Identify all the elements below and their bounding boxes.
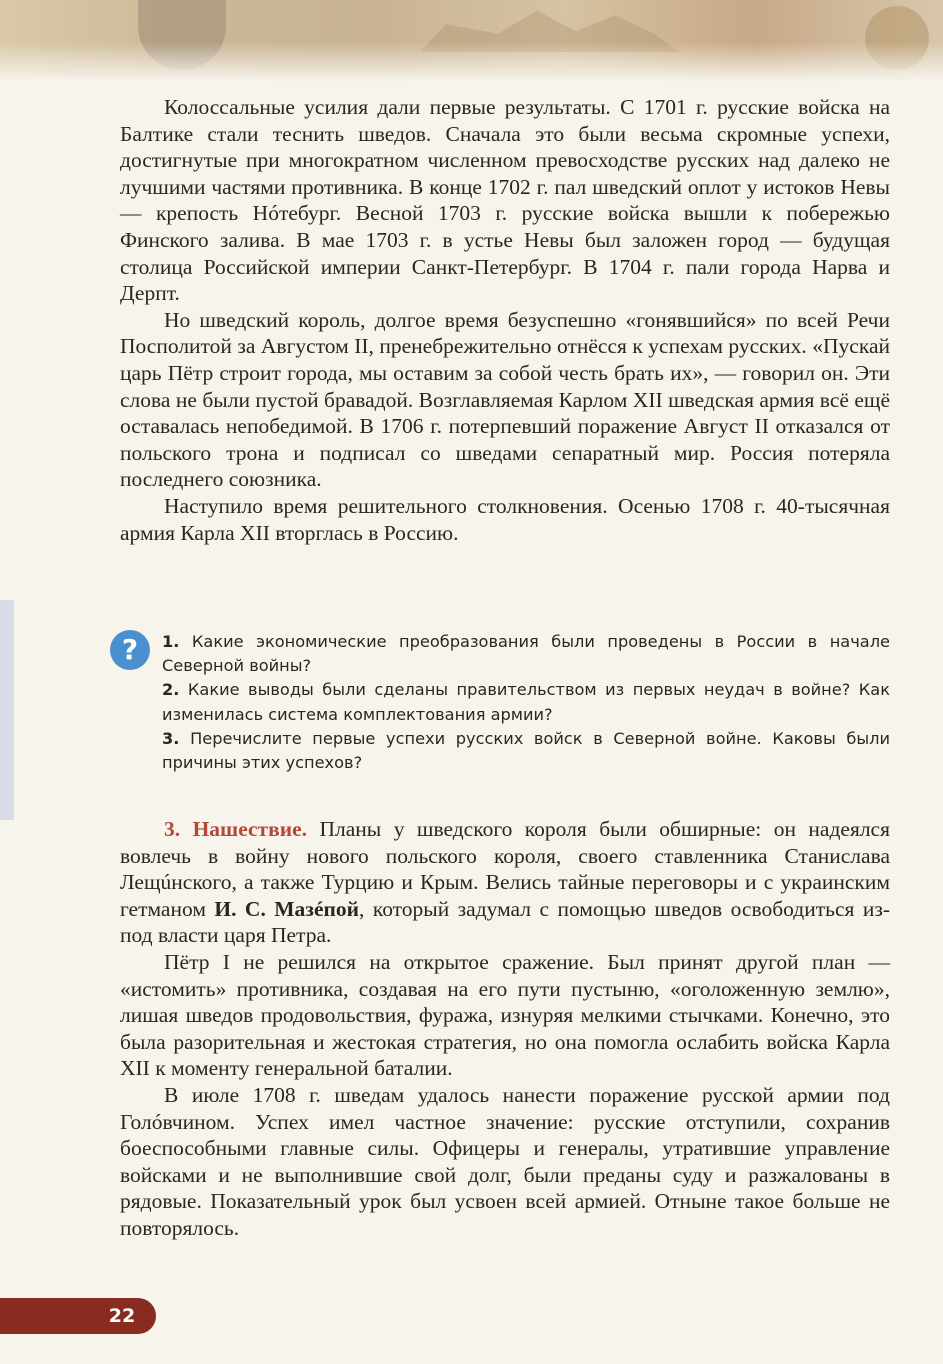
highlighted-name: И. С. Мазéпой bbox=[214, 896, 360, 921]
section-invasion bbox=[120, 816, 890, 1242]
page-number: 22 bbox=[108, 1305, 136, 1327]
paragraph: Пётр I не решился на открытое сражение. Был принят другой план — «истомить» противника, создавая на его пути пустыню, «оголоженную землю», лишая шведов продовольствия, фуража, изнуряя мелкими стычками. Конечно, это была разорительная и жестокая стратегия, но она помогла ослабить войска Карла XII к моменту генеральной баталии. bbox=[120, 949, 890, 1081]
question-item bbox=[162, 678, 890, 726]
question-text: Перечислите первые успехи русских войск в Северной войне. Каковы были причины этих успехов? bbox=[162, 728, 890, 773]
question-number: 3. bbox=[162, 728, 180, 748]
paragraph: Наступило время решительного столкновения. Осенью 1708 г. 40-тысячная армия Карла XII вторглась в Россию. bbox=[120, 493, 890, 545]
paragraph: Но шведский король, долгое время безуспешно «гонявшийся» по всей Речи Посполитой за Августом II, пренебрежительно отнёсся к успехам русских. «Пускай царь Пётр строит города, мы оставим за собой честь брать их», — говорил он. Эти слова не были пустой бравадой. Возглавляемая Карлом XII шведская армия всё ещё оставалась непобедимой. В 1706 г. потерпевший поражение Август II отказался от польского трона и подписал со шведами сепаратный мир. Россия потеряла последнего союзника. bbox=[120, 307, 890, 492]
header-illustration bbox=[0, 0, 943, 82]
question-item bbox=[162, 727, 890, 775]
question-text: Какие экономические преобразования были проведены в России в начале Северной войны? bbox=[162, 632, 890, 676]
main-text-top bbox=[120, 94, 890, 546]
paragraph: В июле 1708 г. шведам удалось нанести поражение русской армии под Голóвчином. Успех имел частное значение: русские отступили, сохранив боеспособными главные силы. Офицеры и генералы, утратившие управление войсками и не выполнившие свой долг, были преданы суду и разжалованы в рядовые. Показательный урок был усвоен всей армией. Отныне такое больше не повторялось. bbox=[120, 1082, 890, 1240]
paragraph-text: , который задумал с помощью шведов освободиться из-под власти царя Петра. bbox=[120, 896, 890, 948]
question-number: 2. bbox=[162, 680, 180, 700]
question-number: 1. bbox=[162, 632, 180, 651]
question-icon: ? bbox=[110, 630, 150, 670]
question-text: Какие выводы были сделаны правительством из первых неудач в войне? Как изменилась система комплектования армии? bbox=[162, 680, 890, 724]
paragraph bbox=[120, 816, 890, 949]
side-tab bbox=[0, 600, 14, 820]
question-item bbox=[162, 630, 890, 678]
paragraph: Колоссальные усилия дали первые результаты. С 1701 г. русские войска на Балтике стали теснить шведов. Сначала это были весьма скромные успехи, достигнутые при многократном численном превосходстве русских над далеко не лучшими частями противника. В конце 1702 г. пал шведский оплот у истоков Невы — крепость Нóтебург. Весной 1703 г. русские войска вышли к побережью Финского залива. В мае 1703 г. в устье Невы был заложен город — будущая столица Российской империи Санкт-Петербург. В 1704 г. пали города Нарва и Дерпт. bbox=[120, 95, 890, 306]
section-heading: 3. Нашествие. bbox=[164, 817, 308, 841]
questions-list bbox=[162, 630, 890, 775]
questions-box bbox=[118, 624, 896, 794]
paragraph-text: Планы у шведского короля были обширные: он надеялся вовлечь в войну нового польского короля, своего ставленника Станислава Лещúнского, а также Турцию и Крым. Велись тайные переговоры и с украинским гетманом bbox=[120, 817, 890, 921]
